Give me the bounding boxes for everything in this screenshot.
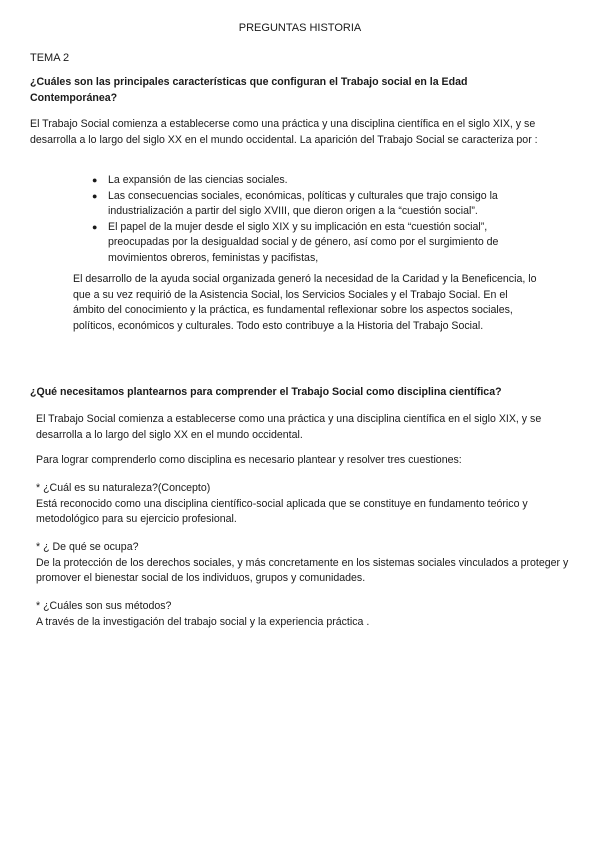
document-title: PREGUNTAS HISTORIA	[238, 22, 362, 34]
sub-answer: A través de la investigación del trabajo social y la experiencia práctica .	[36, 615, 370, 628]
sub-question: * ¿Cuál es su naturaleza?(Concepto)	[36, 482, 211, 494]
question-block-scope	[36, 540, 581, 587]
sub-question: * ¿ De qué se ocupa?	[36, 541, 139, 553]
question-1-heading: ¿Cuáles son las principales características que configuran el Trabajo social en la Edad Contemporánea?	[30, 76, 468, 104]
bullet-icon: ●	[92, 190, 98, 201]
section-1-intro-paragraph: El Trabajo Social comienza a establecerse como una práctica y una disciplina científica en el siglo XIX, y se desarrolla a lo largo del siglo XX en el mundo occidental. La aparición del Trabajo Social se caracteriza por :	[30, 118, 538, 146]
list-item	[92, 220, 532, 267]
sub-question: * ¿Cuáles son sus métodos?	[36, 600, 172, 612]
list-item-text: La expansión de las ciencias sociales.	[108, 174, 288, 186]
sub-answer: Está reconocido como una disciplina científico-social aplicada que se constituye en fundamento teórico y metodológico para su ejercicio profesional.	[36, 497, 528, 526]
list-item-text: El papel de la mujer desde el siglo XIX y su implicación en esta “cuestión social”, preocupadas por la desigualdad social y de género, así como por el surgimiento de movimientos obreros, feministas y pacifistas,	[108, 220, 499, 264]
characteristics-list	[92, 173, 532, 267]
question-block-methods	[36, 599, 581, 630]
list-item-text: Las consecuencias sociales, económicas, políticas y culturales que trajo consigo la industrialización a partir del siglo XVIII, que dieron origen a la “cuestión social”.	[108, 189, 498, 218]
section-1-conclusion-paragraph: El desarrollo de la ayuda social organizada generó la necesidad de la Caridad y la Beneficencia, lo que a su vez requirió de la Asistencia Social, los Servicios Sociales y el Trabajo Social. En el ámbito del conocimiento y la práctica, es fundamental reflexionar sobre los aspectos sociales, políticos, económicos y culturales. Todo esto contribuye a la Historia del Trabajo Social.	[73, 273, 537, 332]
sub-answer: De la protección de los derechos sociales, y más concretamente en los sistemas sociales vinculados a proteger y promover el bienestar social de los individuos, grupos y comunidades.	[36, 556, 569, 585]
tema-label: TEMA 2	[30, 52, 70, 64]
section-2-intro-paragraph: El Trabajo Social comienza a establecerse como una práctica y una disciplina científica en el siglo XIX, y se desarrolla a lo largo del siglo XX en el mundo occidental.	[36, 413, 542, 441]
bullet-icon: ●	[92, 175, 98, 185]
list-item	[92, 173, 532, 189]
question-2-heading: ¿Qué necesitamos plantearnos para comprender el Trabajo Social como disciplina científica?	[30, 386, 502, 398]
list-item	[92, 189, 532, 220]
section-2-lead-paragraph: Para lograr comprenderlo como disciplina es necesario plantear y resolver tres cuestiones:	[36, 454, 462, 466]
question-block-nature	[36, 481, 581, 528]
bullet-icon: ●	[92, 221, 98, 232]
